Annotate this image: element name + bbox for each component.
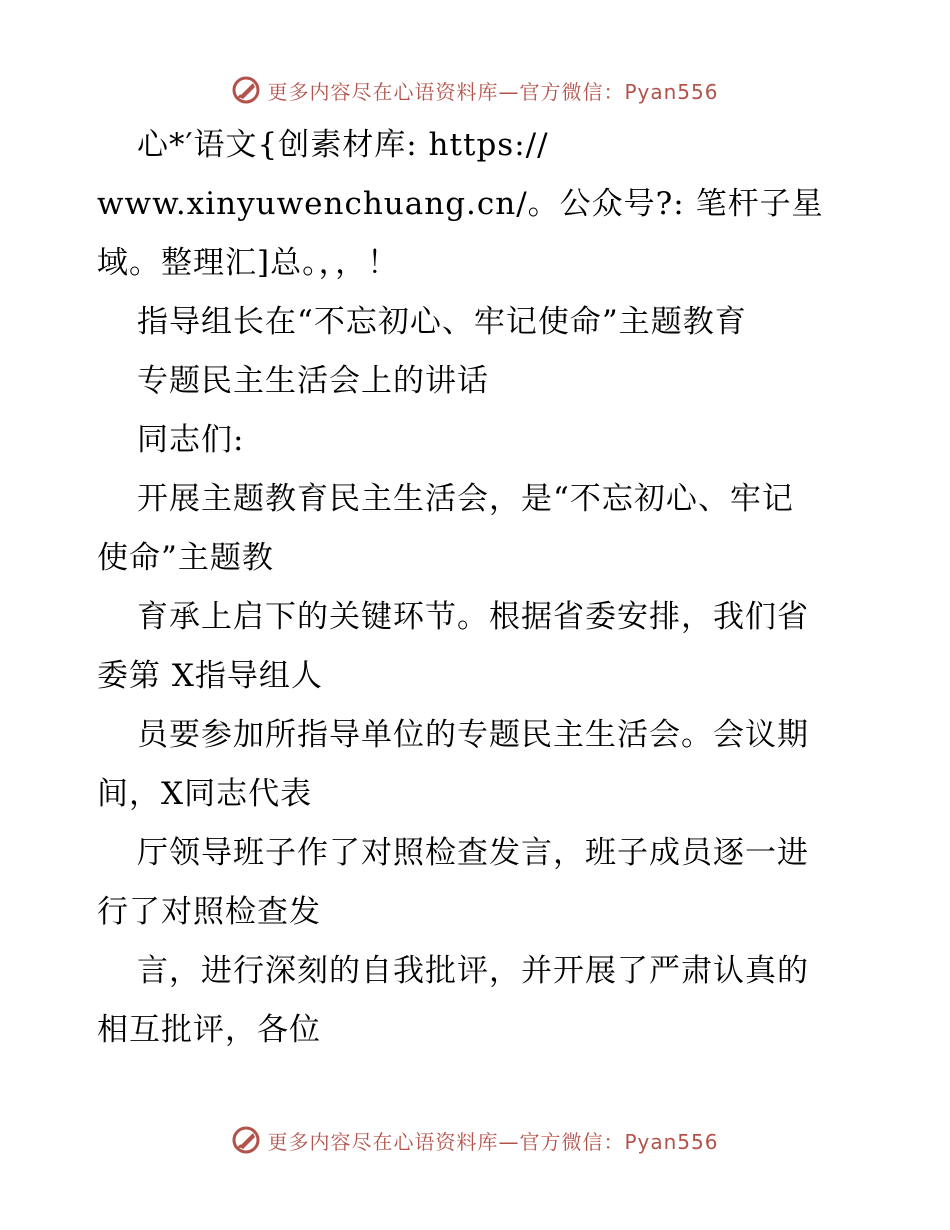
document-title-line-1: 指导组长在“不忘初心、牢记使命”主题教育 (137, 304, 747, 340)
body-line: 厅领导班子作了对照检查发言，班子成员逐一进 (137, 835, 809, 871)
salutation: 同志们: (137, 422, 245, 458)
body-line: 相互批评，各位 (97, 1012, 321, 1048)
header-banner (0, 70, 950, 110)
quill-logo-icon (231, 1125, 261, 1155)
body-line: 心*′语文{创素材库: https:// (137, 127, 549, 163)
document-body (97, 116, 857, 1060)
body-line: 育承上启下的关键环节。根据省委安排，我们省 (137, 599, 809, 635)
body-line: 言，进行深刻的自我批评，并开展了严肃认真的 (137, 953, 809, 989)
quill-logo-icon (231, 75, 261, 105)
body-line: 域。整理汇]总。，，！ (97, 245, 400, 281)
body-line: 开展主题教育民主生活会，是“不忘初心、牢记 (137, 481, 794, 517)
body-line: 委第 X指导组人 (97, 658, 323, 694)
body-line: 行了对照检查发 (97, 894, 321, 930)
footer-banner-text: 更多内容尽在心语资料库—官方微信：Pyan556 (267, 1129, 719, 1154)
body-line: 使命”主题教 (97, 540, 274, 576)
body-line: 员要参加所指导单位的专题民主生活会。会议期 (137, 717, 809, 753)
header-banner-text: 更多内容尽在心语资料库—官方微信：Pyan556 (267, 79, 719, 104)
body-line: 间，X同志代表 (97, 776, 313, 812)
footer-banner (0, 1120, 950, 1160)
body-line: www.xinyuwenchuang.cn/。公众号?: 笔杆子星 (97, 186, 824, 222)
document-title-line-2: 专题民主生活会上的讲话 (137, 363, 489, 399)
